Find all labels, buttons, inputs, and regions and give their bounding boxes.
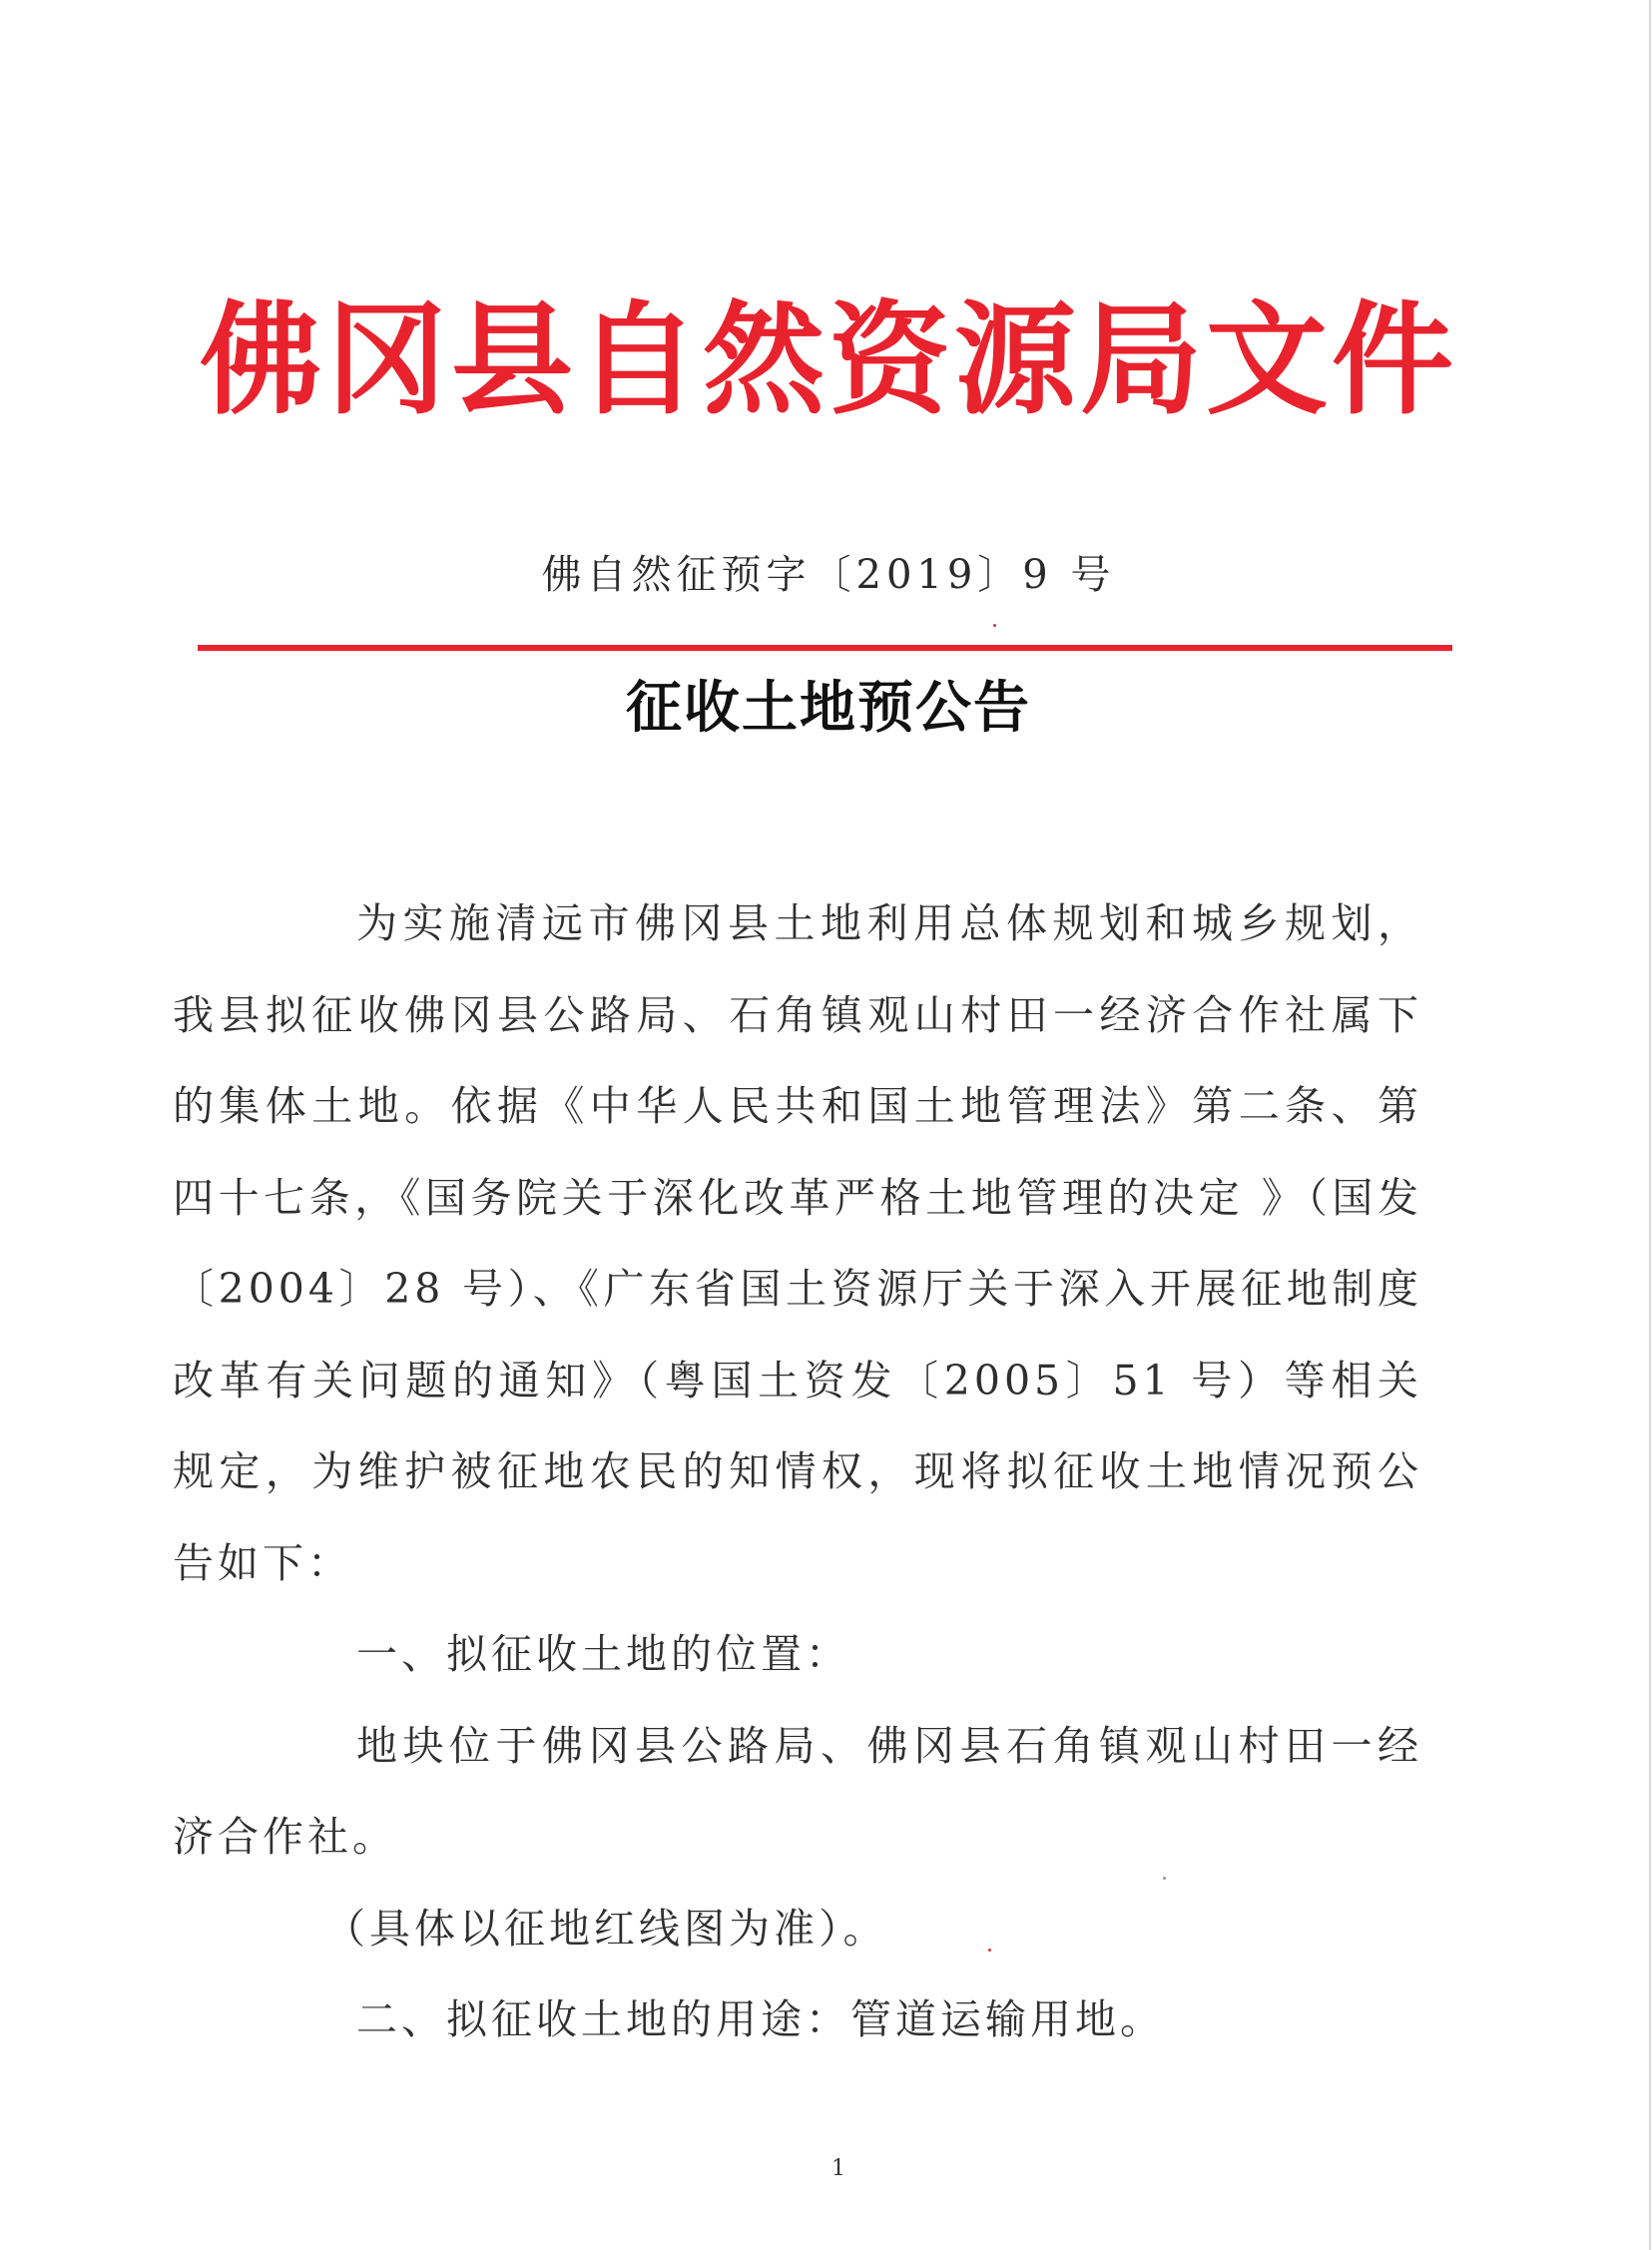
- print-speck: [1163, 1877, 1166, 1880]
- body-paragraph-section-1-heading: 一、拟征收土地的位置：: [356, 1630, 850, 1678]
- issuing-authority-title: 佛冈县自然资源局文件: [200, 287, 1457, 431]
- body-paragraph-location: 地块位于佛冈县公路局、佛冈县石角镇观山村田一经济合作社。: [173, 1721, 1422, 1861]
- notice-body: [173, 878, 1422, 2066]
- scan-edge-line: [1649, 0, 1651, 2250]
- document-number: 佛自然征预字〔2019〕9 号: [541, 552, 1116, 598]
- print-speck: [993, 624, 996, 627]
- body-paragraph-intro: 为实施清远市佛冈县土地利用总体规划和城乡规划，我县拟征收佛冈县公路局、石角镇观山村田一经济合作社属下的集体土地。依据《中华人民共和国土地管理法》第二条、第四十七条，《国务院关于深化改革严格土地管理的决定 》（国发〔2004〕28 号）、《广东省国土资源厅关于深入开展征地制度改革有关问题的通知》（粤国土资发〔2005〕51 号）等相关规定，为维护被征地农民的知情权，现将拟征收土地情况预公告如下：: [173, 899, 1422, 1587]
- red-divider-line: [198, 645, 1452, 651]
- notice-title: 征收土地预公告: [626, 676, 1031, 741]
- page-number: 1: [831, 2156, 845, 2181]
- body-paragraph-section-2: 二、拟征收土地的用途：管道运输用地。: [356, 1995, 1165, 2043]
- body-paragraph-note: （具体以征地红线图为准）。: [324, 1904, 888, 1953]
- print-speck: [988, 1949, 991, 1952]
